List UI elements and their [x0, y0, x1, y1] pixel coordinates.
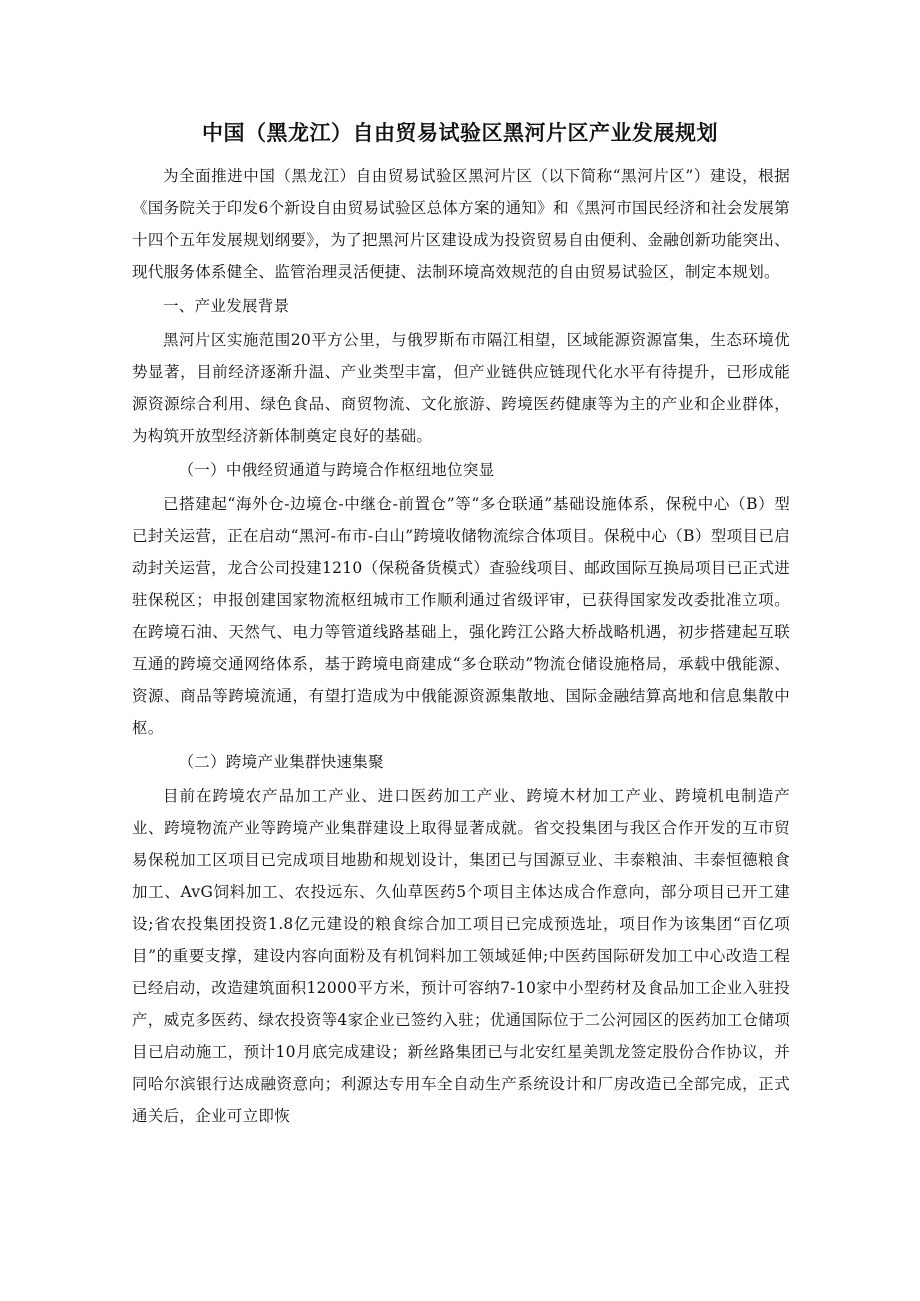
document-title: 中国（黑龙江）自由贸易试验区黑河片区产业发展规划: [202, 121, 718, 145]
subsection-heading-industry-cluster: （二）跨境产业集群快速集聚: [178, 753, 384, 771]
subsection-paragraph-industry-cluster: 目前在跨境农产品加工产业、进口医药加工产业、跨境木材加工产业、跨境机电制造产业、跨境物流产业等跨境产业集群建设上取得显著成就。省交投集团与我区合作开发的互市贸易保税加工区项目已完成项目地勘和规划设计，集团已与国源豆业、丰泰粮油、丰泰恒德粮食加工、AvG饲料加工、农投远东、久仙草医药5个项目主体达成合作意向，部分项目已开工建设;省农投集团投资1.8亿元建设的粮食综合加工项目已完成预选址，项目作为该集团“百亿项目”的重要支撑，建设内容向面粉及有机饲料加工领域延伸;中医药国际研发加工中心改造工程已经启动，改造建筑面积12000平方米，预计可容纳7-10家中小型药材及食品加工企业入驻投产，威克多医药、绿农投资等4家企业已签约入驻；优通国际位于二公河园区的医药加工仓储项目已启动施工，预计10月底完成建设；新丝路集团已与北安红星美凯龙签定股份合作协议，并同哈尔滨银行达成融资意向；利源达专用车全自动生产系统设计和厂房改造已全部完成，正式通关后，企业可立即恢: [132, 787, 790, 1125]
subsection-paragraph-trade-channel: 已搭建起“海外仓-边境仓-中继仓-前置仓”等“多仓联通”基础设施体系，保税中心（B）型已封关运营，正在启动“黑河-布市-白山”跨境收储物流综合体项目。保税中心（B）型项目已启动封关运营，龙合公司投建1210（保税备货模式）查验线项目、邮政国际互换局项目已正式进驻保税区；申报创建国家物流枢纽城市工作顺利通过省级评审，已获得国家发改委批准立项。在跨境石油、天然气、电力等管道线路基础上，强化跨江公路大桥战略机遇，初步搭建起互联互通的跨境交通网络体系，基于跨境电商建成“多仓联动”物流仓储设施格局，承载中俄能源、资源、商品等跨境流通，有望打造成为中俄能源资源集散地、国际金融结算高地和信息集散中枢。: [132, 495, 790, 737]
intro-paragraph: 为全面推进中国（黑龙江）自由贸易试验区黑河片区（以下简称“黑河片区”）建设，根据《国务院关于印发6个新设自由贸易试验区总体方案的通知》和《黑河市国民经济和社会发展第十四个五年发展规划纲要》，为了把黑河片区建设成为投资贸易自由便利、金融创新功能突出、现代服务体系健全、监管治理灵活便捷、法制环境高效规范的自由贸易试验区，制定本规划。: [132, 167, 790, 281]
section-heading-background: 一、产业发展背景: [163, 297, 290, 315]
section-paragraph-background: 黑河片区实施范围20平方公里，与俄罗斯布市隔江相望，区域能源资源富集，生态环境优势显著，目前经济逐渐升温、产业类型丰富，但产业链供应链现代化水平有待提升，已形成能源资源综合利用、绿色食品、商贸物流、文化旅游、跨境医药健康等为主的产业和企业群体，为构筑开放型经济新体制奠定良好的基础。: [132, 331, 790, 445]
document-body: [132, 160, 790, 1132]
subsection-heading-trade-channel: （一）中俄经贸通道与跨境合作枢纽地位突显: [178, 461, 495, 479]
